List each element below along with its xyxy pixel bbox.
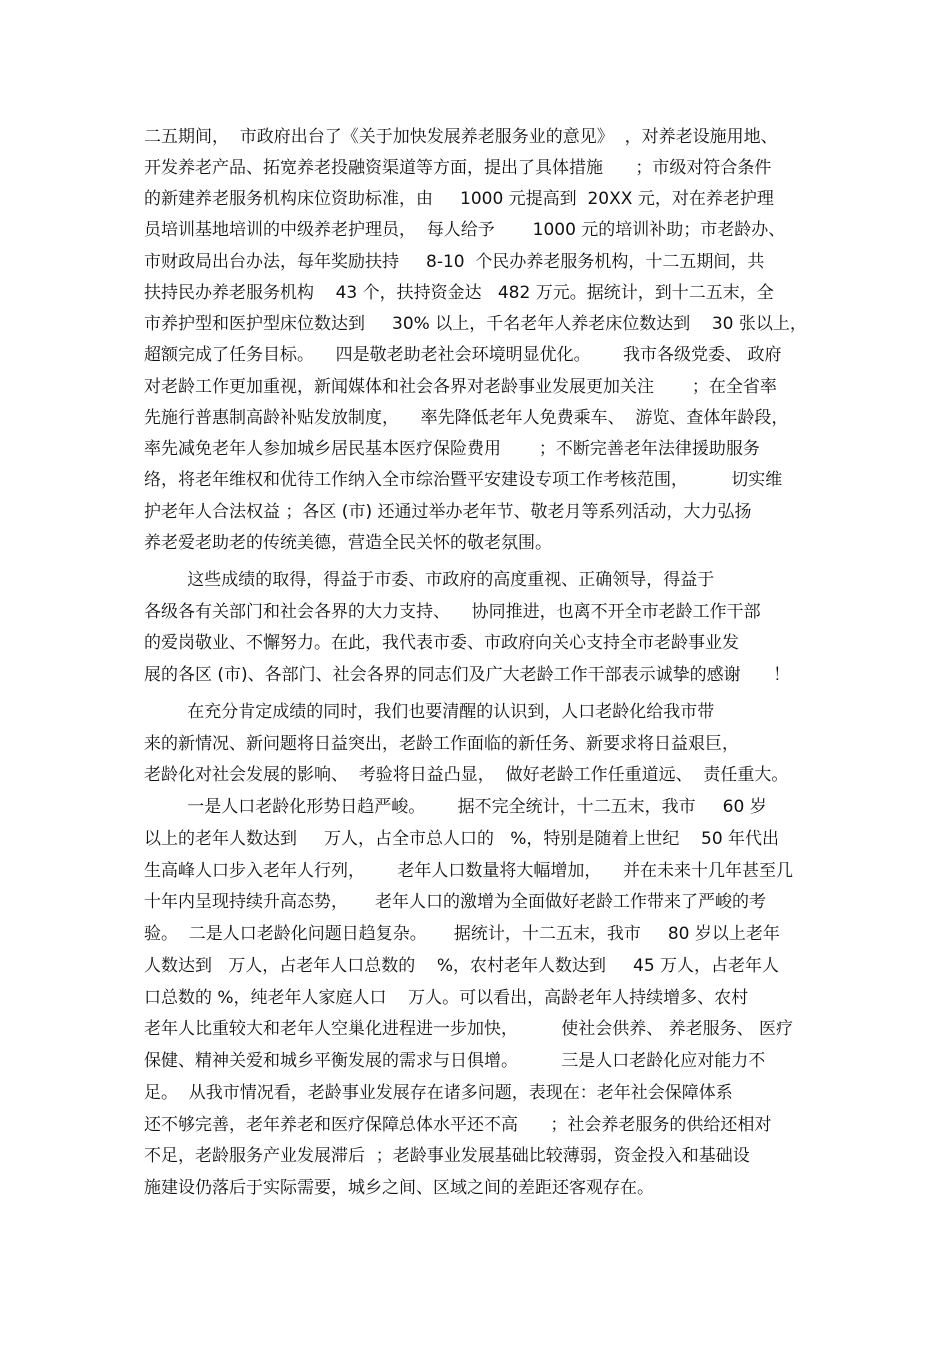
text-line: 足。 从我市情况看，老龄事业发展存在诸多问题，表现在：老年社会保障体系 [144, 1083, 733, 1103]
text-line: 这些成绩的取得，得益于市委、市政府的高度重视、正确领导，得益于 [144, 570, 715, 590]
text-line: 在充分肯定成绩的同时，我们也要清醒的认识到，人口老龄化给我市带 [144, 702, 715, 722]
text-line: 的新建养老服务机构床位资助标准，由 1000 元提高到 20XX 元，对在养老护理 [144, 189, 774, 209]
text-line: 扶持民办养老服务机构 43 个，扶持资金达 482 万元。据统计，到十二五末，全 [144, 283, 774, 303]
text-line: 员培训基地培训的中级养老护理员， 每人给予 1000 元的培训补助；市老龄办、 [144, 220, 786, 240]
text-line: 生高峰人口步入老年人行列， 老年人口数量将大幅增加， 并在未来十几年甚至几 [144, 861, 794, 881]
text-line: 络，将老年维权和优待工作纳入全市综治暨平安建设专项工作考核范围， 切实维 [144, 470, 783, 490]
text-line: 老龄化对社会发展的影响、 考验将日益凸显， 做好老龄工作任重道远、 责任重大。 [144, 765, 789, 785]
text-line: 老年人比重较大和老年人空巢化进程进一步加快， 使社会供养、 养老服务、 医疗 [144, 1019, 794, 1039]
text-line: 开发养老产品、拓宽养老投融资渠道等方面，提出了具体措施 ；市级对符合条件 [144, 158, 772, 178]
text-line: 市财政局出台办法，每年奖励扶持 8-10 个民办养老服务机构，十二五期间，共 [144, 252, 765, 272]
text-line: 各级各有关部门和社会各界的大力支持、 协同推进，也离不开全市老龄工作干部 [144, 602, 761, 622]
text-line: 养老爱老助老的传统美德，营造全民关怀的敬老氛围。 [144, 533, 552, 553]
text-line: 率先减免老年人参加城乡居民基本医疗保险费用 ；不断完善老年法律援助服务 [144, 439, 760, 459]
text-line: 人数达到 万人，占老年人口总数的 %，农村老年人数达到 45 万人，占老年人 [144, 956, 780, 976]
text-line: 展的各区 (市)、各部门、社会各界的同志们及广大老龄工作干部表示诚挚的感谢 ！ [144, 665, 791, 685]
text-line: 口总数的 %，纯老年人家庭人口 万人。可以看出，高龄老年人持续增多、农村 [144, 988, 749, 1008]
text-line: 护老年人合法权益 ；各区 (市) 还通过举办老年节、敬老月等系列活动，大力弘扬 [144, 502, 752, 522]
text-line: 不足，老龄服务产业发展滞后 ；老龄事业发展基础比较薄弱，资金投入和基础设 [144, 1146, 750, 1166]
text-line: 先施行普惠制高龄补贴发放制度， 率先降低老年人免费乘车、 游览、查体年龄段， [144, 408, 789, 428]
text-line: 一是人口老龄化形势日趋严峻。 据不完全统计，十二五末，我市 60 岁 [144, 797, 767, 817]
text-line: 二五期间， 市政府出台了《关于加快发展养老服务业的意见》 ，对养老设施用地、 [144, 127, 778, 147]
text-line: 的爱岗敬业、不懈努力。在此，我代表市委、市政府向关心支持全市老龄事业发 [144, 633, 739, 653]
text-line: 保健、精神关爱和城乡平衡发展的需求与日俱增。 三是人口老龄化应对能力不 [144, 1051, 766, 1071]
text-line: 市养护型和医护型床位数达到 30% 以上，千名老年人养老床位数达到 30 张以上， [144, 314, 807, 334]
text-line: 来的新情况、新问题将日益突出，老龄工作面临的新任务、新要求将日益艰巨， [144, 734, 739, 754]
text-line: 验。 二是人口老龄化问题日趋复杂。 据统计，十二五末，我市 80 岁以上老年 [144, 924, 780, 944]
text-line: 施建设仍落后于实际需要，城乡之间、区域之间的差距还客观存在。 [144, 1178, 654, 1198]
text-line: 还不够完善，老年养老和医疗保障总体水平还不高 ；社会养老服务的供给还相对 [144, 1115, 772, 1135]
text-line: 十年内呈现持续升高态势， 老年人口的激增为全面做好老龄工作带来了严峻的考 [144, 892, 767, 912]
text-line: 对老龄工作更加重视，新闻媒体和社会各界对老龄事业发展更加关注 ；在全省率 [144, 377, 777, 397]
text-line: 以上的老年人数达到 万人，占全市总人口的 %，特别是随着上世纪 50 年代出 [144, 829, 780, 849]
text-line: 超额完成了任务目标。 四是敬老助老社会环境明显优化。 我市各级党委、 政府 [144, 345, 782, 365]
